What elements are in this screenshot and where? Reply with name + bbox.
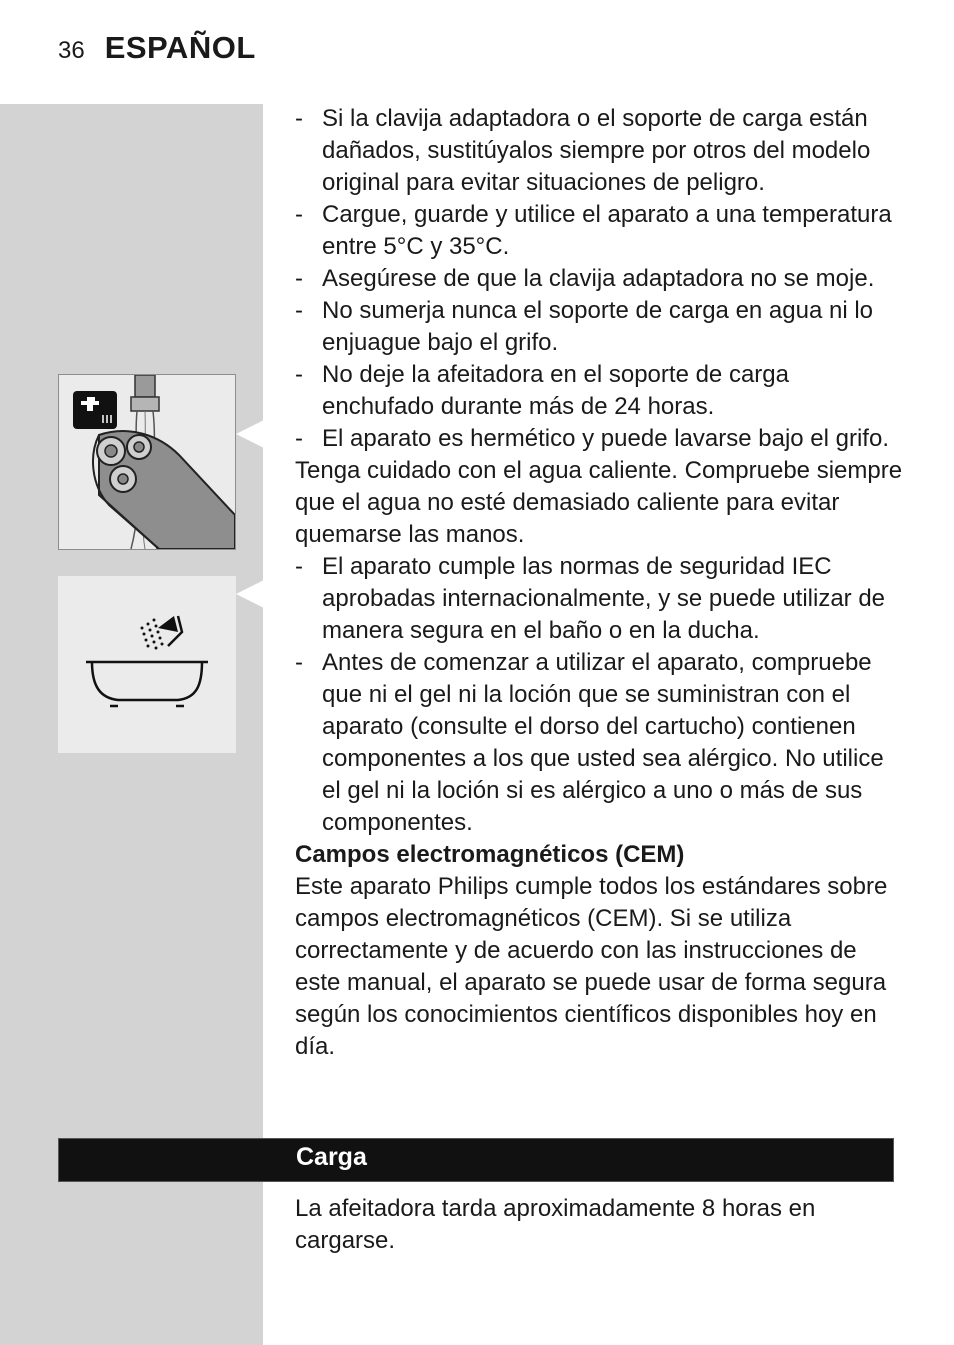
page-header <box>58 30 256 74</box>
bath-shower-illustration <box>58 576 236 753</box>
bathtub-shower-icon <box>58 576 236 753</box>
list-item: - Asegúrese de que la clavija adaptadora no se moje. <box>295 263 905 295</box>
figure-pointer <box>236 420 264 448</box>
safety-list-1 <box>295 103 905 455</box>
section-bar-carga <box>58 1138 894 1182</box>
charging-paragraph: La afeitadora tarda aproximadamente 8 horas en cargarse. <box>295 1195 816 1254</box>
list-item: - Antes de comenzar a utilizar el aparato, compruebe que ni el gel ni la loción que se suministran con el aparato (consulte el dorso del cartucho) contienen componentes a los que usted sea alérgico. No utilice el gel ni la loción si es alérgico a uno o más de sus componentes. <box>295 647 905 839</box>
language-title: ESPAÑOL <box>104 30 256 65</box>
figure-pointer <box>236 580 264 608</box>
list-item: - Cargue, guarde y utilice el aparato a una temperatura entre 5°C y 35°C. <box>295 199 905 263</box>
main-content <box>295 103 905 1063</box>
emf-heading: Campos electromagnéticos (CEM) <box>295 841 685 868</box>
shaver-under-tap-illustration <box>58 374 236 550</box>
emf-paragraph: Este aparato Philips cumple todos los estándares sobre campos electromagnéticos (CEM). Si se utiliza correctamente y de acuerdo con las instrucciones de este manual, el aparato se puede usar de forma segura según los conocimientos científicos disponibles hoy en día. <box>295 873 888 1060</box>
list-item: - El aparato cumple las normas de seguridad IEC aprobadas internacionalmente, y se puede utilizar de manera segura en el baño o en la ducha. <box>295 551 905 647</box>
list-item: - El aparato es hermético y puede lavarse bajo el grifo. <box>295 423 905 455</box>
shaver-rinse-icon <box>59 375 235 549</box>
safety-list-2 <box>295 551 905 839</box>
list-item: - No deje la afeitadora en el soporte de carga enchufado durante más de 24 horas. <box>295 359 905 423</box>
section-title: Carga <box>296 1143 367 1171</box>
hot-water-warning: Tenga cuidado con el agua caliente. Compruebe siempre que el agua no esté demasiado caliente para evitar quemarse las manos. <box>295 457 903 548</box>
list-item: - No sumerja nunca el soporte de carga en agua ni lo enjuague bajo el grifo. <box>295 295 905 359</box>
list-item: - Si la clavija adaptadora o el soporte de carga están dañados, sustitúyalos siempre por otros del modelo original para evitar situaciones de peligro. <box>295 103 905 199</box>
page-number: 36 <box>58 37 85 64</box>
charging-text <box>295 1193 905 1257</box>
